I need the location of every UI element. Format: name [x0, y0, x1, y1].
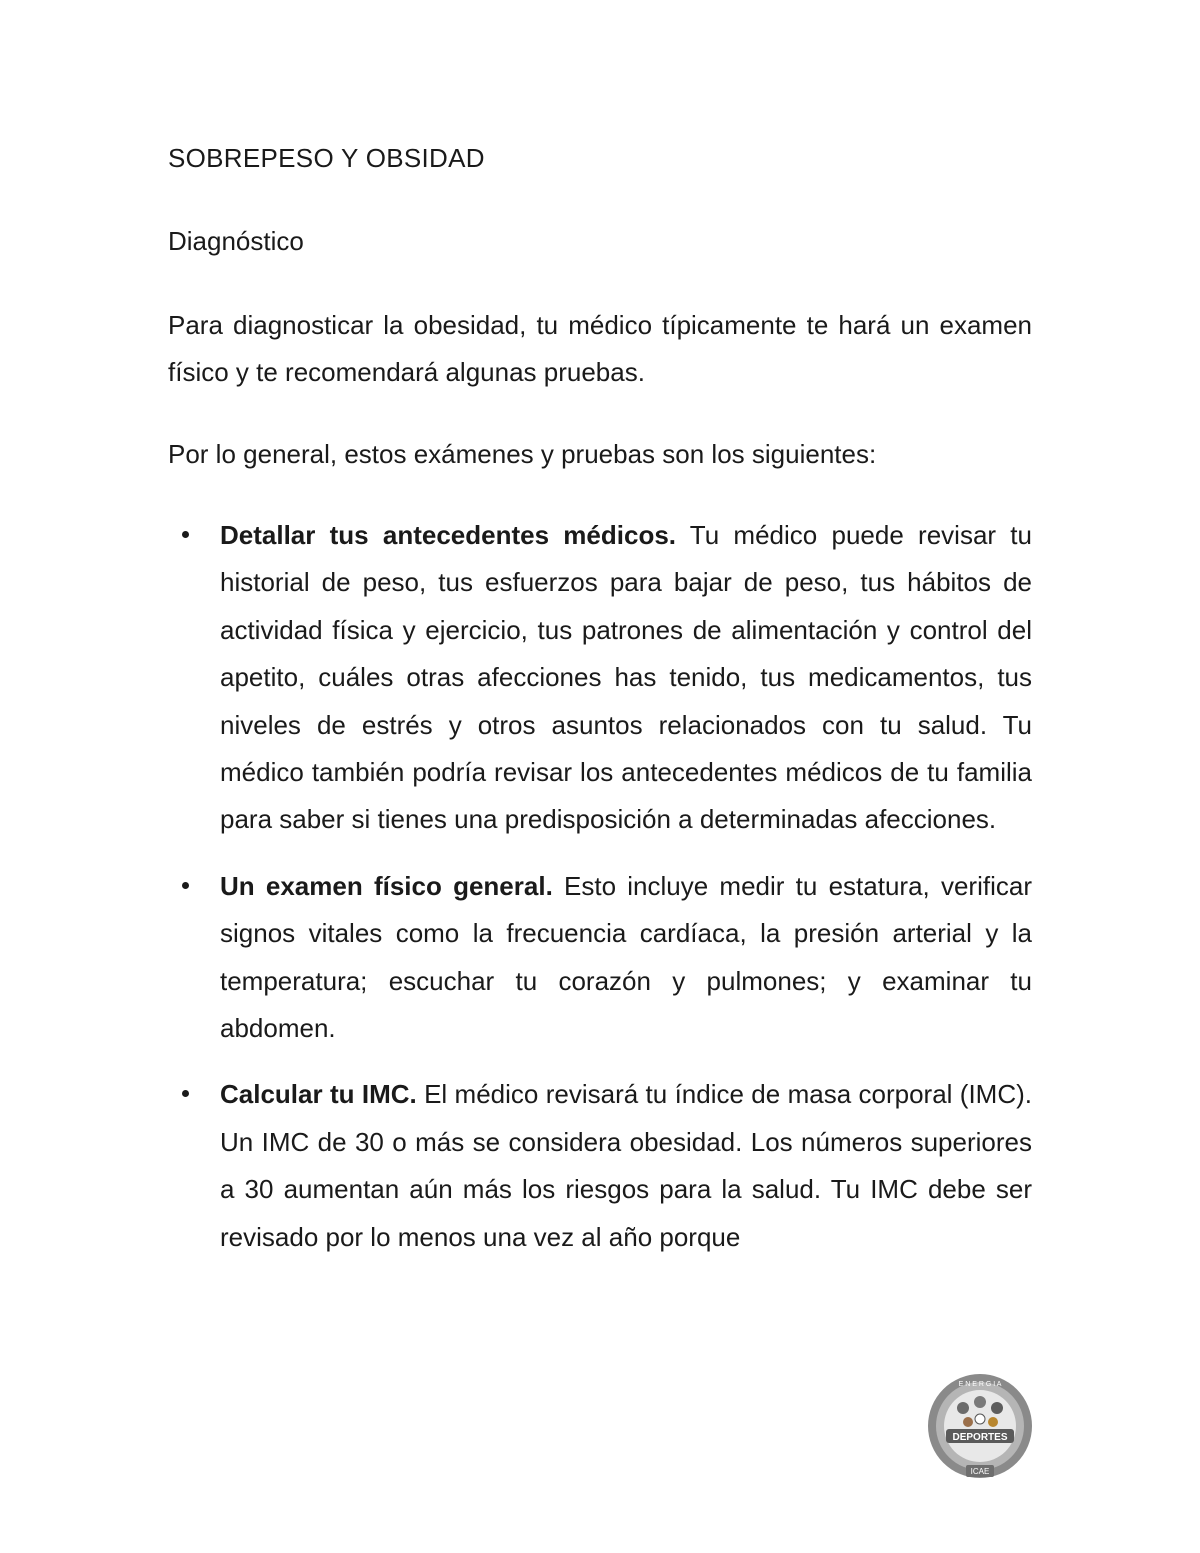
list-item — [168, 512, 1032, 844]
bullet-icon — [182, 1090, 189, 1097]
list-item-text: Esto incluye medir tu estatura, verificar signos vitales como la frecuencia cardíaca, la presión arterial y la temperatura; escuchar tu corazón y pulmones; y examinar tu abdomen. — [220, 870, 1032, 1044]
ball-icon — [991, 1402, 1003, 1414]
intro-paragraph: Para diagnosticar la obesidad, tu médico típicamente te hará un examen físico y te recomendará algunas pruebas. — [168, 310, 1032, 387]
list-intro-paragraph: Por lo general, estos exámenes y pruebas son los siguientes: — [168, 439, 877, 469]
list-item-lead: Calcular tu IMC. — [220, 1079, 417, 1110]
list-item-lead: Detallar tus antecedentes médicos. — [220, 520, 677, 550]
list-item — [168, 863, 1032, 1053]
list-item — [168, 1071, 1032, 1261]
list-item-text: Tu médico puede revisar tu historial de peso, tus esfuerzos para bajar de peso, tus hábitos de actividad física y ejercicio, tus patrones de alimentación y control del apetito, cuáles otras afecciones has tenido, tus medicamentos, tus niveles de estrés y otros asuntos relacionados con tu salud. Tu médico también podría revisar los antecedentes médicos de tu familia para saber si tienes una predisposición a determinadas afecciones. — [220, 520, 1032, 835]
ball-icon — [975, 1414, 985, 1424]
ball-icon — [988, 1417, 998, 1427]
exam-list — [168, 512, 1032, 1280]
logo-ring-top-text: E N E R G I A — [958, 1381, 1002, 1388]
bullet-icon — [182, 531, 189, 538]
logo-banner-text: DEPORTES — [952, 1432, 1008, 1443]
ball-icon — [963, 1417, 973, 1427]
ball-icon — [974, 1396, 986, 1408]
logo-ring-bottom-text: ICAE — [970, 1467, 990, 1476]
sports-logo — [926, 1372, 1034, 1482]
list-item-text: El médico revisará tu índice de masa corporal (IMC). Un IMC de 30 o más se considera obesidad. Los números superiores a 30 aumentan aún más los riesgos para la salud. Tu IMC debe ser revisado por lo menos una vez al año porque — [220, 1079, 1032, 1252]
document-title: SOBREPESO Y OBSIDAD — [168, 143, 485, 173]
bullet-icon — [182, 882, 189, 889]
ball-icon — [957, 1402, 969, 1414]
list-item-lead: Un examen físico general. — [220, 870, 553, 901]
section-heading: Diagnóstico — [168, 226, 304, 256]
